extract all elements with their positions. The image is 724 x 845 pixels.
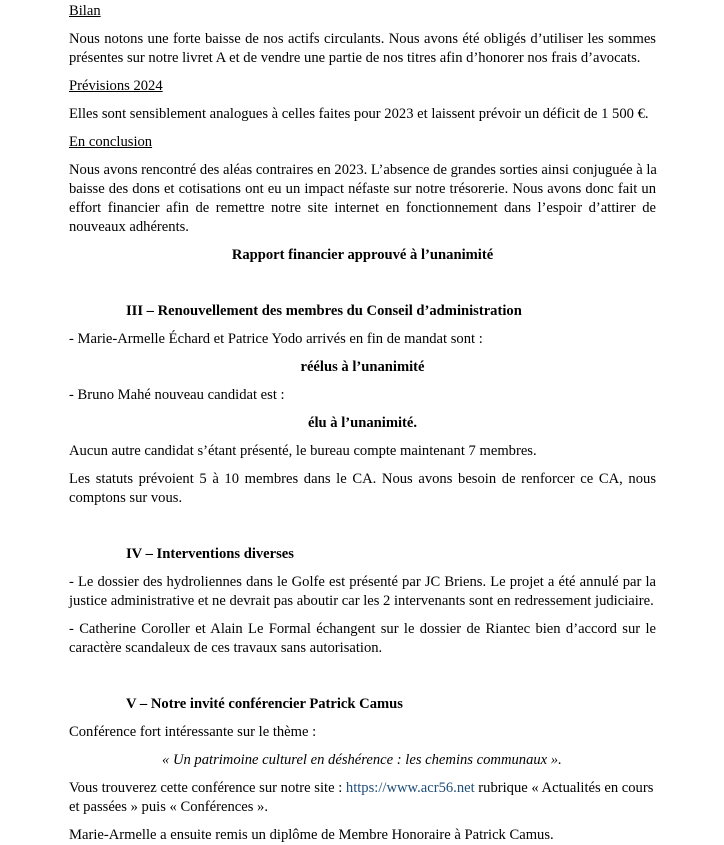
section-3-line: Aucun autre candidat s’étant présenté, le bureau compte maintenant 7 membres. bbox=[69, 443, 537, 459]
section-3-result: réélus à l’unanimité bbox=[300, 359, 425, 375]
previsions-heading: Prévisions 2024 bbox=[69, 78, 163, 94]
bilan-paragraph-line: présentes sur notre livret A et de vendre une partie de nos titres afin d’honorer nos frais d’avocats. bbox=[69, 50, 641, 66]
site-link[interactable]: https://www.acr56.net bbox=[345, 780, 475, 796]
bilan-paragraph-line: Nous notons une forte baisse de nos actifs circulants. Nous avons été obligés d’utiliser les sommes bbox=[69, 31, 656, 47]
section-4-paragraph-line: - Le dossier des hydroliennes dans le Golfe est présenté par JC Briens. Le projet a été annulé par la bbox=[69, 574, 656, 590]
financial-report-approval: Rapport financier approuvé à l’unanimité bbox=[231, 247, 494, 263]
section-4-paragraph-line: - Catherine Coroller et Alain Le Formal échangent sur le dossier de Riantec bien d’accord sur le bbox=[69, 621, 656, 637]
conference-intro: Conférence fort intéressante sur le thème : bbox=[69, 724, 317, 740]
section-5-title: V – Notre invité conférencier Patrick Camus bbox=[126, 696, 403, 712]
section-3-paragraph-line: Les statuts prévoient 5 à 10 membres dans le CA. Nous avons besoin de renforcer ce CA, nous bbox=[69, 471, 656, 487]
conclusion-paragraph-line: Nous avons rencontré des aléas contraires en 2023. L’absence de grandes sorties ainsi conjuguée à la bbox=[69, 162, 657, 178]
conclusion-paragraph-line: baisse des dons et cotisations ont eu un impact néfaste sur notre trésorerie. Nous avons donc fait un bbox=[69, 181, 656, 197]
site-text-after: rubrique « Actualités en cours bbox=[474, 780, 654, 796]
section-4-title: IV – Interventions diverses bbox=[126, 546, 294, 562]
conference-site-line-2: et passées » puis « Conférences ». bbox=[69, 799, 268, 815]
conclusion-heading: En conclusion bbox=[69, 134, 153, 150]
diploma-line: Marie-Armelle a ensuite remis un diplôme de Membre Honoraire à Patrick Camus. bbox=[69, 827, 554, 843]
section-3-line: - Bruno Mahé nouveau candidat est : bbox=[69, 387, 285, 403]
section-3-paragraph-line: comptons sur vous. bbox=[69, 490, 183, 506]
section-4-paragraph-line: justice administrative et ne devrait pas aboutir car les 2 intervenants sont en redressement judiciaire. bbox=[69, 593, 654, 609]
section-3-line: - Marie-Armelle Échard et Patrice Yodo arrivés en fin de mandat sont : bbox=[69, 331, 483, 347]
section-3-result: élu à l’unanimité. bbox=[307, 415, 418, 431]
previsions-paragraph: Elles sont sensiblement analogues à celles faites pour 2023 et laissent prévoir un déficit de 1 500 €. bbox=[69, 106, 649, 122]
section-3-title: III – Renouvellement des membres du Conseil d’administration bbox=[126, 303, 522, 319]
site-text-before: Vous trouverez cette conférence sur notre site : bbox=[69, 780, 346, 796]
conference-theme-quote: « Un patrimoine culturel en déshérence : les chemins communaux ». bbox=[162, 752, 562, 768]
conclusion-paragraph-line: nouveaux adhérents. bbox=[69, 219, 189, 235]
section-4-paragraph-line: caractère scandaleux de ces travaux sans autorisation. bbox=[69, 640, 383, 656]
conference-site-line bbox=[69, 779, 653, 798]
conclusion-paragraph-line: effort financier afin de remettre notre site internet en fonctionnement dans l’espoir d’attirer de bbox=[69, 200, 656, 216]
bilan-heading: Bilan bbox=[69, 3, 101, 19]
